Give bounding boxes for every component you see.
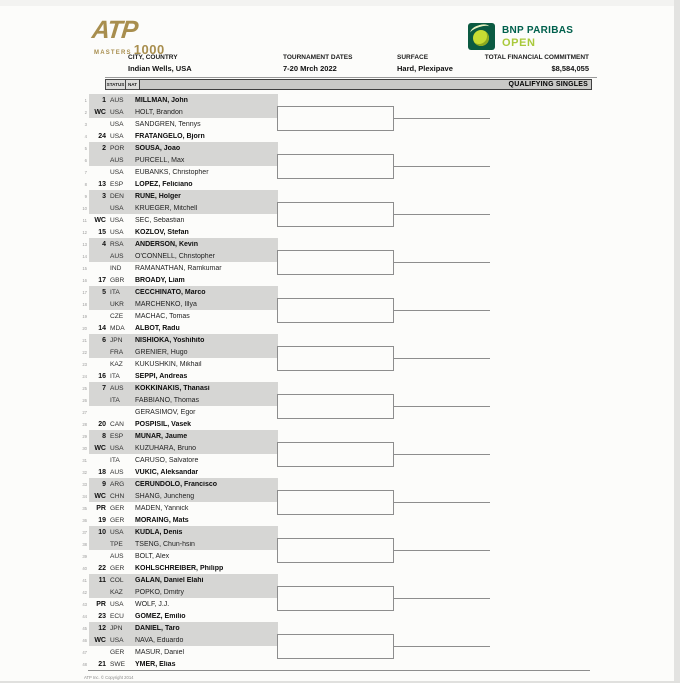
- row-number: 43: [82, 601, 87, 607]
- row-number: 36: [82, 517, 87, 523]
- seed-status: 11: [98, 576, 106, 584]
- winner-line: [393, 454, 490, 455]
- row-number: 25: [82, 385, 87, 391]
- bracket-left-vertical: [277, 634, 278, 659]
- player-row: [74, 454, 594, 466]
- player-name: MADEN, Yannick: [135, 504, 189, 512]
- player-row: [74, 370, 594, 382]
- nat-code: AUS: [110, 156, 124, 164]
- row-number: 35: [82, 505, 87, 511]
- nat-code: POR: [110, 144, 125, 152]
- match-line-top: [277, 154, 393, 155]
- player-name: SOUSA, Joao: [135, 144, 181, 152]
- match-line-bottom: [277, 514, 393, 515]
- surface-label: SURFACE: [397, 54, 429, 61]
- nat-code: UKR: [110, 300, 124, 308]
- player-name: SEPPI, Andreas: [135, 372, 188, 380]
- seed-status: 19: [98, 516, 106, 524]
- seed-status: 12: [98, 624, 106, 632]
- match-line-top: [277, 586, 393, 587]
- match-line-top: [277, 442, 393, 443]
- player-name: CERUNDOLO, Francisco: [135, 480, 218, 488]
- player-name: MORAING, Mats: [135, 516, 189, 524]
- winner-line: [393, 310, 490, 311]
- player-row: [74, 346, 594, 358]
- nat-code: JPN: [110, 336, 123, 344]
- player-row: [74, 202, 594, 214]
- row-number: 18: [82, 301, 87, 307]
- player-name: LOPEZ, Feliciano: [135, 180, 193, 188]
- seed-status: 2: [102, 144, 106, 152]
- nat-code: USA: [110, 204, 124, 212]
- bnp-logo-line1: BNP PARIBAS: [502, 25, 574, 36]
- seed-status: 16: [98, 372, 106, 380]
- seed-status: 4: [102, 240, 106, 248]
- nat-code: SWE: [110, 660, 126, 668]
- seed-status: WC: [94, 216, 106, 224]
- bnp-paribas-open-logo: [468, 23, 573, 50]
- match-line-bottom: [277, 130, 393, 131]
- nat-code: MDA: [110, 324, 125, 332]
- player-name: FABBIANO, Thomas: [135, 396, 200, 404]
- atp-masters-1000-logo: [92, 18, 165, 56]
- seed-status: PR: [96, 600, 106, 608]
- header-divider: [105, 77, 597, 78]
- player-row: [74, 646, 594, 658]
- player-name: MARCHENKO, Illya: [135, 300, 197, 308]
- player-row: [74, 382, 594, 394]
- seed-status: 22: [98, 564, 106, 572]
- player-row: [74, 418, 594, 430]
- player-row: [74, 94, 594, 106]
- row-number: 33: [82, 481, 87, 487]
- atp-logo-masters-text: MASTERS: [94, 50, 132, 56]
- match-line-bottom: [277, 418, 393, 419]
- row-number: 15: [82, 265, 87, 271]
- nat-code: RSA: [110, 240, 124, 248]
- row-number: 48: [82, 661, 87, 667]
- financial-commitment-label: TOTAL FINANCIAL COMMITMENT: [484, 54, 589, 61]
- row-number: 20: [82, 325, 87, 331]
- nat-code: AUS: [110, 468, 124, 476]
- player-row: [74, 358, 594, 370]
- bracket-left-vertical: [277, 586, 278, 611]
- player-name: ANDERSON, Kevin: [135, 240, 199, 248]
- player-name: RUNE, Holger: [135, 192, 181, 200]
- seed-status: PR: [96, 504, 106, 512]
- seed-status: 24: [98, 132, 106, 140]
- nat-code: AUS: [110, 96, 124, 104]
- nat-code: ARG: [110, 480, 125, 488]
- row-number: 8: [84, 181, 87, 187]
- bracket-left-vertical: [277, 250, 278, 275]
- nat-code: JPN: [110, 624, 123, 632]
- player-row: [74, 214, 594, 226]
- row-number: 28: [82, 421, 87, 427]
- row-number: 4: [84, 133, 87, 139]
- nat-code: FRA: [110, 348, 124, 356]
- seed-status: 20: [98, 420, 106, 428]
- nat-code: USA: [110, 600, 124, 608]
- nat-code: GER: [110, 564, 125, 572]
- match-line-top: [277, 250, 393, 251]
- player-name: SHANG, Juncheng: [135, 492, 195, 500]
- winner-line: [393, 550, 490, 551]
- match-line-bottom: [277, 370, 393, 371]
- row-number: 29: [82, 433, 87, 439]
- player-name: GRENIER, Hugo: [135, 348, 188, 356]
- player-row: [74, 430, 594, 442]
- player-row: [74, 562, 594, 574]
- seed-status: WC: [94, 444, 106, 452]
- player-row: [74, 574, 594, 586]
- seed-status: 1: [102, 96, 106, 104]
- player-name: MILLMAN, John: [135, 96, 188, 104]
- player-row: [74, 334, 594, 346]
- row-number: 41: [82, 577, 87, 583]
- player-name: KOKKINAKIS, Thanasi: [135, 384, 210, 392]
- player-row: [74, 394, 594, 406]
- player-row: [74, 466, 594, 478]
- row-number: 10: [82, 205, 87, 211]
- match-line-bottom: [277, 274, 393, 275]
- atp-logo-text: ATP: [90, 16, 139, 44]
- winner-line: [393, 406, 490, 407]
- match-line-bottom: [277, 226, 393, 227]
- player-row: [74, 166, 594, 178]
- row-number: 7: [84, 169, 87, 175]
- player-name: KUKUSHKIN, Mikhail: [135, 360, 202, 368]
- player-row: [74, 550, 594, 562]
- row-number: 13: [82, 241, 87, 247]
- row-number: 9: [84, 193, 87, 199]
- player-name: YMER, Elias: [135, 660, 176, 668]
- row-number: 17: [82, 289, 87, 295]
- match-line-bottom: [277, 562, 393, 563]
- player-row: [74, 250, 594, 262]
- table-bottom-border: [88, 670, 590, 671]
- bracket-left-vertical: [277, 394, 278, 419]
- player-name: KRUEGER, Mitchell: [135, 204, 198, 212]
- player-row: [74, 442, 594, 454]
- page-right-edge: [674, 0, 680, 683]
- match-line-bottom: [277, 610, 393, 611]
- tournament-dates-value: 7-20 Mrch 2022: [283, 64, 337, 73]
- seed-status: WC: [94, 492, 106, 500]
- row-number: 6: [84, 157, 87, 163]
- row-number: 42: [82, 589, 87, 595]
- seed-status: 23: [98, 612, 106, 620]
- row-number: 3: [84, 121, 87, 127]
- player-name: BOLT, Alex: [135, 552, 170, 560]
- nat-code: ECU: [110, 612, 124, 620]
- winner-line: [393, 166, 490, 167]
- player-row: [74, 106, 594, 118]
- player-name: GALAN, Daniel Elahi: [135, 576, 204, 584]
- bracket-left-vertical: [277, 154, 278, 179]
- player-row: [74, 238, 594, 250]
- tennis-ball-icon: [473, 30, 489, 46]
- player-row: [74, 154, 594, 166]
- nat-code: USA: [110, 120, 124, 128]
- player-row: [74, 298, 594, 310]
- nat-code: GBR: [110, 276, 125, 284]
- player-row: [74, 130, 594, 142]
- player-name: DANIEL, Taro: [135, 624, 180, 632]
- seed-status: 3: [102, 192, 106, 200]
- match-line-top: [277, 106, 393, 107]
- nat-code: USA: [110, 132, 124, 140]
- match-line-top: [277, 634, 393, 635]
- nat-code: DEN: [110, 192, 124, 200]
- player-row: [74, 514, 594, 526]
- nat-code: IND: [110, 264, 122, 272]
- seed-status: 15: [98, 228, 106, 236]
- nat-code: AUS: [110, 252, 124, 260]
- player-row: [74, 310, 594, 322]
- bnp-logo-mark: [468, 23, 495, 50]
- nat-code: CAN: [110, 420, 124, 428]
- player-row: [74, 286, 594, 298]
- row-number: 39: [82, 553, 87, 559]
- player-row: [74, 478, 594, 490]
- row-number: 47: [82, 649, 87, 655]
- seed-status: 14: [98, 324, 106, 332]
- player-name: FRATANGELO, Bjorn: [135, 132, 205, 140]
- seed-status: 5: [102, 288, 106, 296]
- tournament-dates-label: TOURNAMENT DATES: [283, 54, 353, 61]
- row-number: 44: [82, 613, 87, 619]
- row-number: 12: [82, 229, 87, 235]
- row-number: 24: [82, 373, 87, 379]
- nat-code: COL: [110, 576, 124, 584]
- row-number: 40: [82, 565, 87, 571]
- player-row: [74, 118, 594, 130]
- nat-code: CHN: [110, 492, 125, 500]
- player-row: [74, 262, 594, 274]
- row-number: 23: [82, 361, 87, 367]
- bracket-left-vertical: [277, 442, 278, 467]
- nat-code: ITA: [110, 456, 120, 464]
- player-row: [74, 406, 594, 418]
- player-name: GOMEZ, Emilio: [135, 612, 186, 620]
- row-number: 32: [82, 469, 87, 475]
- player-name: NAVA, Eduardo: [135, 636, 184, 644]
- player-name: KUZUHARA, Bruno: [135, 444, 197, 452]
- match-line-top: [277, 298, 393, 299]
- seed-status: 21: [98, 660, 106, 668]
- row-number: 34: [82, 493, 87, 499]
- row-number: 21: [82, 337, 87, 343]
- player-name: TSENG, Chun-hsin: [135, 540, 195, 548]
- seed-status: WC: [94, 636, 106, 644]
- row-number: 46: [82, 637, 87, 643]
- nat-code: USA: [110, 168, 124, 176]
- winner-line: [393, 214, 490, 215]
- copyright-note: ATP Inc. © Copyright 2014: [84, 675, 134, 680]
- bracket-left-vertical: [277, 202, 278, 227]
- player-row: [74, 502, 594, 514]
- row-number: 31: [82, 457, 87, 463]
- player-row: [74, 586, 594, 598]
- nat-code: USA: [110, 228, 124, 236]
- player-name: SANDGREN, Tennys: [135, 120, 201, 128]
- winner-line: [393, 358, 490, 359]
- player-name: KUDLA, Denis: [135, 528, 183, 536]
- player-name: MACHAC, Tomas: [135, 312, 190, 320]
- row-number: 26: [82, 397, 87, 403]
- player-row: [74, 490, 594, 502]
- nat-code: USA: [110, 216, 124, 224]
- nat-code: USA: [110, 636, 124, 644]
- player-name: ALBOT, Radu: [135, 324, 180, 332]
- nat-code: ESP: [110, 432, 124, 440]
- nat-code: AUS: [110, 384, 124, 392]
- nat-code: GER: [110, 648, 125, 656]
- page-top-edge: [0, 0, 674, 6]
- player-name: SEC, Sebastian: [135, 216, 185, 224]
- nat-code: KAZ: [110, 360, 123, 368]
- player-name: POPKO, Dmitry: [135, 588, 185, 596]
- player-row: [74, 598, 594, 610]
- surface-value: Hard, Plexipave: [397, 64, 453, 73]
- bracket-left-vertical: [277, 298, 278, 323]
- player-row: [74, 634, 594, 646]
- row-number: 30: [82, 445, 87, 451]
- match-line-bottom: [277, 322, 393, 323]
- seed-status: 10: [98, 528, 106, 536]
- match-line-top: [277, 538, 393, 539]
- nat-code: AUS: [110, 552, 124, 560]
- nat-code: KAZ: [110, 588, 123, 596]
- player-name: VUKIC, Aleksandar: [135, 468, 199, 476]
- winner-line: [393, 598, 490, 599]
- seed-status: 13: [98, 180, 106, 188]
- match-line-bottom: [277, 466, 393, 467]
- winner-line: [393, 262, 490, 263]
- bracket-left-vertical: [277, 538, 278, 563]
- status-column-header: STATUS: [105, 79, 126, 90]
- player-name: BROADY, Liam: [135, 276, 185, 284]
- nat-code: USA: [110, 528, 124, 536]
- player-name: GERASIMOV, Egor: [135, 408, 196, 416]
- row-number: 19: [82, 313, 87, 319]
- row-number: 22: [82, 349, 87, 355]
- nat-code: USA: [110, 444, 124, 452]
- seed-status: 6: [102, 336, 106, 344]
- atp-logo-1000-text: 1000: [133, 42, 165, 57]
- bracket-left-vertical: [277, 490, 278, 515]
- row-number: 37: [82, 529, 87, 535]
- seed-status: WC: [94, 108, 106, 116]
- match-line-bottom: [277, 658, 393, 659]
- match-line-bottom: [277, 178, 393, 179]
- nat-column-header: NAT: [125, 79, 140, 90]
- player-name: RAMANATHAN, Ramkumar: [135, 264, 222, 272]
- city-country-value: Indian Wells, USA: [128, 64, 192, 73]
- player-row: [74, 178, 594, 190]
- match-line-top: [277, 346, 393, 347]
- player-row: [74, 226, 594, 238]
- player-row: [74, 610, 594, 622]
- row-number: 45: [82, 625, 87, 631]
- player-name: PURCELL, Max: [135, 156, 185, 164]
- nat-code: GER: [110, 516, 125, 524]
- player-row: [74, 526, 594, 538]
- player-row: [74, 322, 594, 334]
- player-name: MASUR, Daniel: [135, 648, 185, 656]
- player-name: EUBANKS, Christopher: [135, 168, 209, 176]
- city-country-label: CITY, COUNTRY: [128, 54, 178, 61]
- player-name: HOLT, Brandon: [135, 108, 183, 116]
- player-row: [74, 274, 594, 286]
- row-number: 38: [82, 541, 87, 547]
- player-name: KOHLSCHREIBER, Philipp: [135, 564, 224, 572]
- bracket-left-vertical: [277, 106, 278, 131]
- match-line-top: [277, 490, 393, 491]
- nat-code: CZE: [110, 312, 124, 320]
- nat-code: USA: [110, 108, 124, 116]
- player-name: WOLF, J.J.: [135, 600, 170, 608]
- player-row: [74, 142, 594, 154]
- seed-status: 17: [98, 276, 106, 284]
- match-line-top: [277, 202, 393, 203]
- player-name: POSPISIL, Vasek: [135, 420, 192, 428]
- bnp-logo-line2: OPEN: [502, 36, 536, 49]
- seed-status: 18: [98, 468, 106, 476]
- row-number: 5: [84, 145, 87, 151]
- row-number: 27: [82, 409, 87, 415]
- player-row: [74, 622, 594, 634]
- nat-code: ITA: [110, 288, 120, 296]
- player-row: [74, 190, 594, 202]
- winner-line: [393, 646, 490, 647]
- player-name: KOZLOV, Stefan: [135, 228, 189, 236]
- nat-code: TPE: [110, 540, 123, 548]
- financial-commitment-value: $8,584,055: [551, 64, 589, 73]
- row-number: 1: [84, 97, 87, 103]
- player-row: [74, 538, 594, 550]
- section-title: QUALIFYING SINGLES: [508, 81, 588, 88]
- section-title-bar: [139, 79, 592, 90]
- seed-status: 9: [102, 480, 106, 488]
- player-name: CARUSO, Salvatore: [135, 456, 199, 464]
- row-number: 14: [82, 253, 87, 259]
- nat-code: ITA: [110, 396, 120, 404]
- match-line-top: [277, 394, 393, 395]
- row-number: 11: [82, 217, 87, 223]
- player-name: MUNAR, Jaume: [135, 432, 188, 440]
- player-name: CECCHINATO, Marco: [135, 288, 206, 296]
- seed-status: 8: [102, 432, 106, 440]
- nat-code: ESP: [110, 180, 124, 188]
- player-name: O'CONNELL, Christopher: [135, 252, 215, 260]
- seed-status: 7: [102, 384, 106, 392]
- row-number: 2: [84, 109, 87, 115]
- player-name: NISHIOKA, Yoshihito: [135, 336, 205, 344]
- row-number: 16: [82, 277, 87, 283]
- player-row: [74, 658, 594, 670]
- winner-line: [393, 502, 490, 503]
- winner-line: [393, 118, 490, 119]
- nat-code: ITA: [110, 372, 120, 380]
- nat-code: GER: [110, 504, 125, 512]
- bracket-left-vertical: [277, 346, 278, 371]
- draw-entries: [74, 94, 594, 670]
